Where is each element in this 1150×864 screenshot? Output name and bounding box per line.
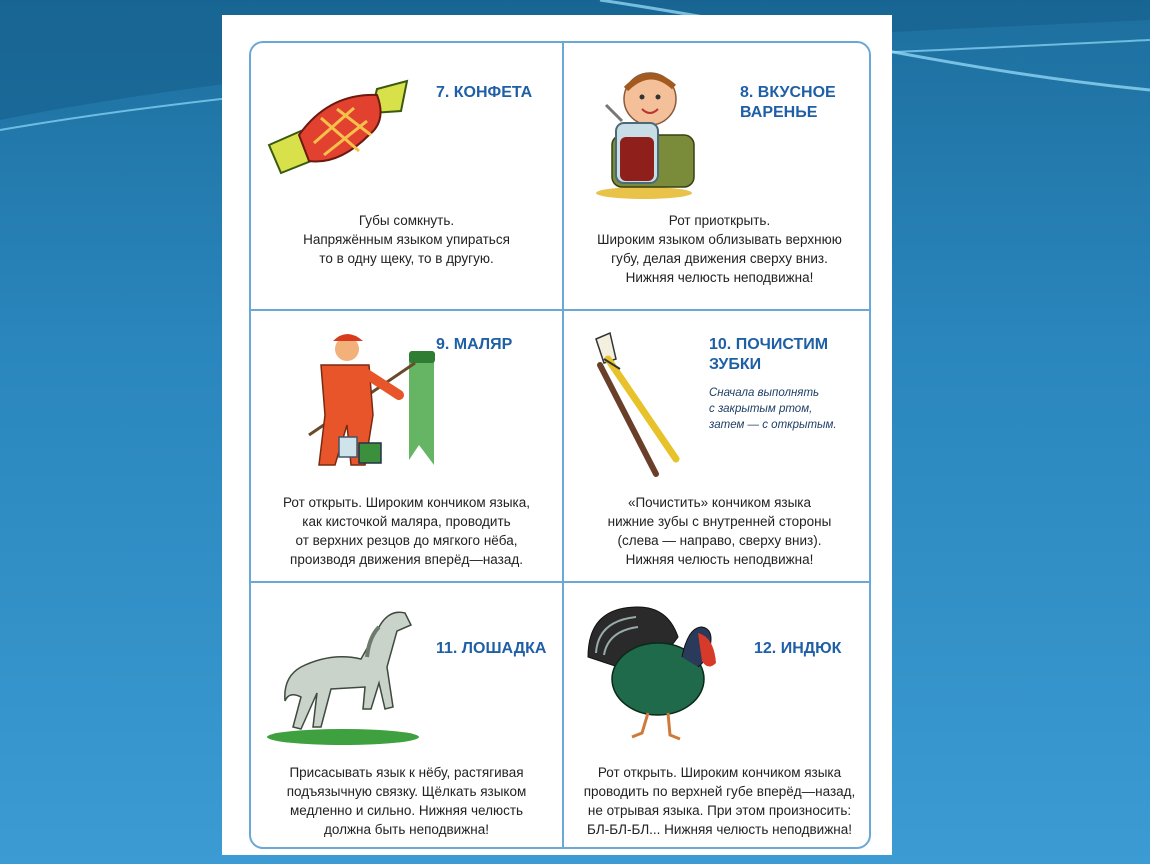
card-title: 11. ЛОШАДКА xyxy=(436,640,547,657)
exercise-sheet xyxy=(222,15,892,855)
card-malyar xyxy=(251,311,562,579)
card-description: Рот открыть. Широким кончиком языка, как кисточкой маляра, проводить от верхних резцов до мягкого нёба, производя движения вперёд—назад. xyxy=(282,495,531,567)
card-induk xyxy=(564,583,875,851)
cards-grid xyxy=(249,41,871,849)
card-konfeta xyxy=(251,43,562,311)
card-title: 7. КОНФЕТА xyxy=(436,84,533,101)
card-title: 9. МАЛЯР xyxy=(436,336,513,353)
card-description: Губы сомкнуть. Напряжённым языком упираться то в одну щеку, то в другую. xyxy=(303,213,510,266)
card-description: Рот открыть. Широким кончиком языка проводить по верхней губе вперёд—назад, не отрывая языка. При этом произносить: БЛ-БЛ-БЛ... Нижняя челюсть неподвижна! xyxy=(583,765,856,837)
card-description: «Почистить» кончиком языка нижние зубы с внутренней стороны (слева — направо, сверху вниз). Нижняя челюсть неподвижна! xyxy=(607,495,832,567)
card-title: 12. ИНДЮК xyxy=(754,640,842,657)
candy-icon xyxy=(259,73,409,183)
card-note: Сначала выполнять с закрытым ртом, затем — с открытым. xyxy=(709,387,837,431)
boy-with-jam-icon xyxy=(592,65,712,200)
toothbrush-icon xyxy=(586,329,686,479)
horse-icon xyxy=(261,597,421,747)
card-vkusnoe-varenie xyxy=(564,43,875,311)
card-title: 10. ПОЧИСТИМ ЗУБКИ xyxy=(709,336,829,373)
painter-icon xyxy=(269,325,449,475)
turkey-icon xyxy=(578,597,738,747)
card-loshadka xyxy=(251,583,562,851)
card-title: 8. ВКУСНОЕ ВАРЕНЬЕ xyxy=(740,84,836,121)
card-description: Присасывать язык к нёбу, растягивая подъязычную связку. Щёлкать языком медленно и сильно. Нижняя челюсть должна быть неподвижна! xyxy=(286,765,527,837)
card-pochistim-zubki xyxy=(564,311,875,579)
card-description: Рот приоткрыть. Широким языком облизывать верхнюю губу, делая движения сверху вниз. Нижняя челюсть неподвижна! xyxy=(597,213,842,285)
